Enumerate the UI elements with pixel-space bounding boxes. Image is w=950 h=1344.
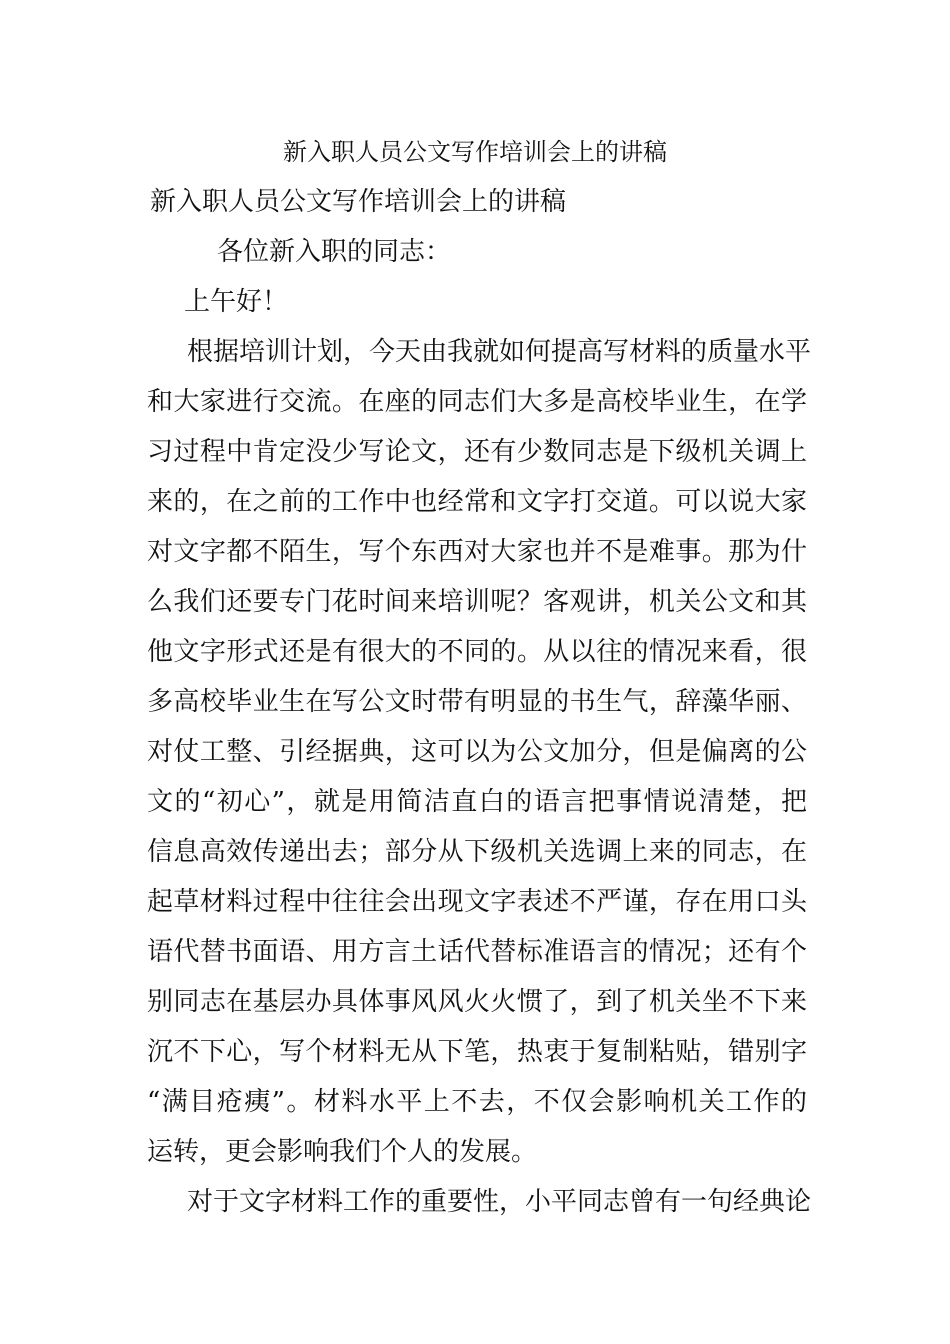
paragraph-line: 信息高效传递出去；部分从下级机关选调上来的同志，在 [147,837,807,867]
paragraph-line: 根据培训计划，今天由我就如何提高写材料的质量水平 [187,337,812,367]
greeting: 上午好！ [184,287,289,317]
document-title: 新入职人员公文写作培训会上的讲稿 [283,138,667,166]
paragraph-line: 运转，更会影响我们个人的发展。 [147,1137,538,1167]
paragraph-line: 么我们还要专门花时间来培训呢？客观讲，机关公文和其 [147,587,807,617]
paragraph-line: 语代替书面语、用方言土话代替标准语言的情况；还有个 [147,937,807,967]
paragraph-line: 和大家进行交流。在座的同志们大多是高校毕业生，在学 [147,387,807,417]
paragraph-line: 对于文字材料工作的重要性，小平同志曾有一句经典论 [187,1187,812,1217]
paragraph-2 [147,1177,812,1227]
paragraph-line: 别同志在基层办具体事风风火火惯了，到了机关坐不下来 [147,987,807,1017]
paragraph-line: 他文字形式还是有很大的不同的。从以往的情况来看，很 [147,637,807,667]
paragraph-line: “满目疮痍”。材料水平上不去，不仅会影响机关工作的 [147,1087,807,1117]
paragraph-line: 对仗工整、引经据典，这可以为公文加分，但是偏离的公 [147,737,807,767]
paragraph-line: 起草材料过程中往往会出现文字表述不严谨，存在用口头 [147,887,807,917]
paragraph-line: 对文字都不陌生，写个东西对大家也并不是难事。那为什 [147,537,807,567]
paragraph-line: 来的，在之前的工作中也经常和文字打交道。可以说大家 [147,487,807,517]
paragraph-line: 沉不下心，写个材料无从下笔，热衷于复制粘贴，错别字 [147,1037,807,1067]
paragraph-line: 文的“初心”，就是用简洁直白的语言把事情说清楚，把 [147,787,807,817]
document-subtitle: 新入职人员公文写作培训会上的讲稿 [150,187,567,217]
paragraph-line: 多高校毕业生在写公文时带有明显的书生气，辞藻华丽、 [147,687,807,717]
paragraph-1 [147,327,812,1177]
salutation: 各位新入职的同志： [217,237,452,267]
paragraph-line: 习过程中肯定没少写论文，还有少数同志是下级机关调上 [147,437,807,467]
